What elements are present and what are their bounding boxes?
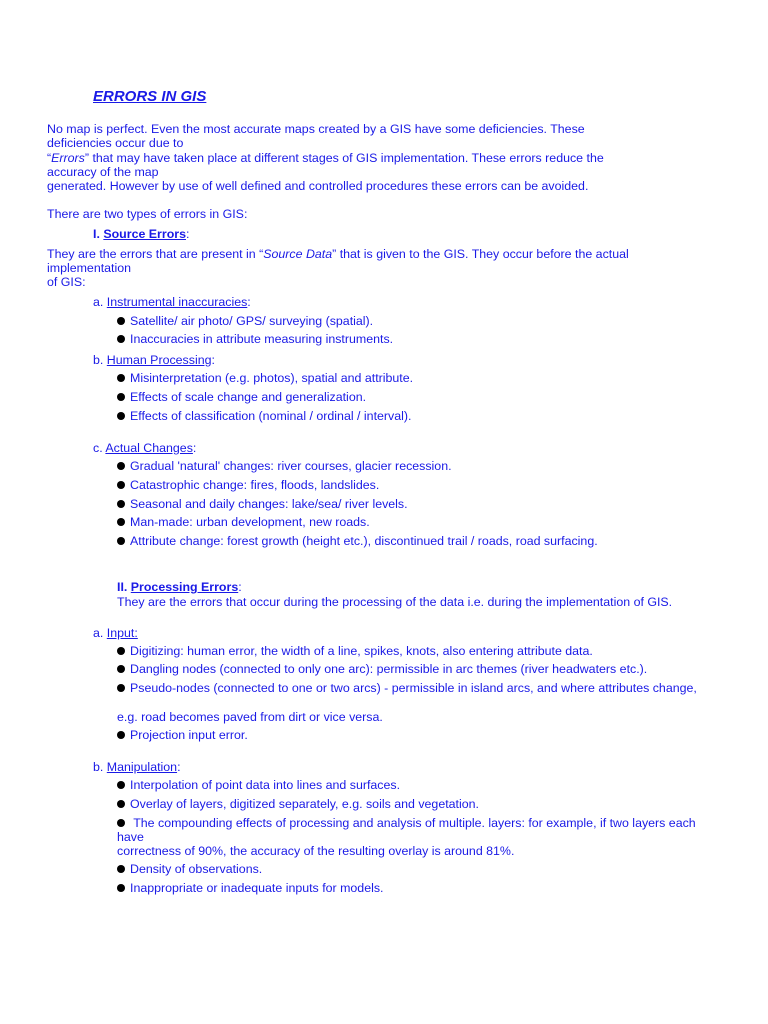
bullet-icon: [117, 537, 125, 545]
list-item-text: Effects of scale change and generalization.: [130, 390, 367, 404]
bullet-icon: [117, 393, 125, 401]
source-colon: :: [185, 227, 190, 241]
source-heading-label: Source Errors: [103, 227, 186, 241]
list-item-text: Effects of classification (nominal / ordinal / interval).: [130, 409, 412, 423]
list-item-text: Pseudo-nodes (connected to one or two arcs) - permissible in island arcs, and where attributes change,: [130, 681, 697, 695]
list-item: [117, 534, 598, 548]
intro-line-3-rest: ” that may have taken place at different stages of GIS implementation. These errors reduce the: [84, 151, 604, 165]
bullet-icon: [117, 665, 125, 673]
intro-errors-italic: Errors: [51, 151, 85, 165]
list-item-text: Digitizing: human error, the width of a line, spikes, knots, also entering attribute data.: [130, 644, 593, 658]
subheading-human-processing: b. Human Processing:: [93, 353, 215, 367]
bullet-icon: [117, 317, 125, 325]
list-item: [117, 390, 366, 404]
processing-colon: :: [238, 580, 242, 594]
list-item-continuation: have: [117, 830, 144, 844]
bullet-icon: [117, 481, 125, 489]
list-item-text: Gradual 'natural' changes: river courses, glacier recession.: [130, 459, 452, 473]
list-item-text: Satellite/ air photo/ GPS/ surveying (spatial).: [130, 314, 374, 328]
intro-line-3: [47, 151, 604, 165]
list-item: [117, 478, 379, 492]
list-item-text: The compounding effects of processing and analysis of multiple. layers: for example, if two layers each: [130, 816, 696, 830]
list-item: [117, 314, 373, 328]
source-desc-line-1: [47, 247, 629, 261]
list-item: [117, 728, 248, 742]
subheading-prefix: a.: [93, 295, 104, 309]
list-item: [117, 497, 408, 511]
list-item: [117, 332, 393, 346]
list-item: [117, 515, 370, 529]
subheading-instrumental: a. Instrumental inaccuracies:: [93, 295, 251, 309]
bullet-icon: [117, 781, 125, 789]
list-item-text: Inaccuracies in attribute measuring instruments.: [130, 332, 394, 346]
page-title: ERRORS IN GIS: [93, 88, 207, 105]
bullet-icon: [117, 412, 125, 420]
bullet-icon: [117, 731, 125, 739]
list-item: [117, 371, 413, 385]
list-item-text: Projection input error.: [130, 728, 248, 742]
list-item-text: Attribute change: forest growth (height etc.), discontinued trail / roads, road surfacing.: [130, 534, 598, 548]
subheading-input: [93, 626, 138, 640]
processing-heading-label: Processing Errors: [130, 580, 239, 594]
subheading-label: Actual Changes: [105, 441, 193, 455]
list-item-text: Interpolation of point data into lines and surfaces.: [130, 778, 401, 792]
processing-number: II.: [117, 580, 128, 594]
intro-quote-open: “: [47, 151, 52, 165]
subheading-prefix: a.: [93, 626, 104, 640]
list-item-text: Misinterpretation (e.g. photos), spatial and attribute.: [130, 371, 414, 385]
source-desc-line-2: implementation: [47, 261, 132, 275]
list-item-continuation: e.g. road becomes paved from dirt or vice versa.: [117, 710, 383, 724]
list-item: [117, 662, 647, 676]
subheading-prefix: b.: [93, 760, 104, 774]
list-item-text: Density of observations.: [130, 862, 263, 876]
list-item: [117, 816, 696, 830]
types-line: There are two types of errors in GIS:: [47, 207, 248, 221]
list-item: [117, 681, 697, 695]
subheading-label: Human Processing: [106, 353, 212, 367]
intro-line-1: No map is perfect. Even the most accurate maps created by a GIS have some deficiencies. These: [47, 122, 585, 136]
list-item: [117, 778, 400, 792]
source-desc-line-3: of GIS:: [47, 275, 86, 289]
bullet-icon: [117, 335, 125, 343]
bullet-icon: [117, 819, 125, 827]
processing-desc: They are the errors that occur during the processing of the data i.e. during the implementation of GIS.: [117, 595, 673, 609]
list-item: [117, 862, 262, 876]
subheading-label: Manipulation: [106, 760, 178, 774]
subheading-label: Input:: [106, 626, 138, 640]
bullet-icon: [117, 374, 125, 382]
subheading-actual-changes: c. Actual Changes:: [93, 441, 197, 455]
list-item-text: Dangling nodes (connected to only one arc): permissible in arc themes (river headwaters etc.).: [130, 662, 648, 676]
list-item: [117, 644, 593, 658]
list-item-text: Overlay of layers, digitized separately, e.g. soils and vegetation.: [130, 797, 479, 811]
list-item-text: Seasonal and daily changes: lake/sea/ river levels.: [130, 497, 408, 511]
bullet-icon: [117, 865, 125, 873]
bullet-icon: [117, 518, 125, 526]
list-item: [117, 409, 411, 423]
intro-line-4: accuracy of the map: [47, 165, 159, 179]
intro-line-2: deficiencies occur due to: [47, 136, 184, 150]
source-data-italic: Source Data: [263, 247, 333, 261]
list-item-text: Catastrophic change: fires, floods, landslides.: [130, 478, 380, 492]
bullet-icon: [117, 884, 125, 892]
source-number: I.: [93, 227, 100, 241]
subheading-prefix: b.: [93, 353, 104, 367]
list-item-text: Inappropriate or inadequate inputs for models.: [130, 881, 384, 895]
intro-line-5: generated. However by use of well defined and controlled procedures these errors can be avoided.: [47, 179, 589, 193]
list-item-continuation: correctness of 90%, the accuracy of the resulting overlay is around 81%.: [117, 844, 515, 858]
subheading-label: Instrumental inaccuracies: [106, 295, 248, 309]
subheading-manipulation: b. Manipulation:: [93, 760, 181, 774]
subheading-prefix: c.: [93, 441, 103, 455]
bullet-icon: [117, 800, 125, 808]
bullet-icon: [117, 647, 125, 655]
section-source-heading: [93, 227, 189, 241]
bullet-icon: [117, 684, 125, 692]
bullet-icon: [117, 462, 125, 470]
source-desc-part-b: ” that is given to the GIS. They occur before the actual: [332, 247, 629, 261]
source-desc-part-a: They are the errors that are present in “: [47, 247, 264, 261]
list-item: [117, 881, 383, 895]
list-item: [117, 797, 479, 811]
list-item: [117, 459, 452, 473]
bullet-icon: [117, 500, 125, 508]
list-item-text: Man-made: urban development, new roads.: [130, 515, 370, 529]
section-processing-heading: [117, 580, 242, 594]
